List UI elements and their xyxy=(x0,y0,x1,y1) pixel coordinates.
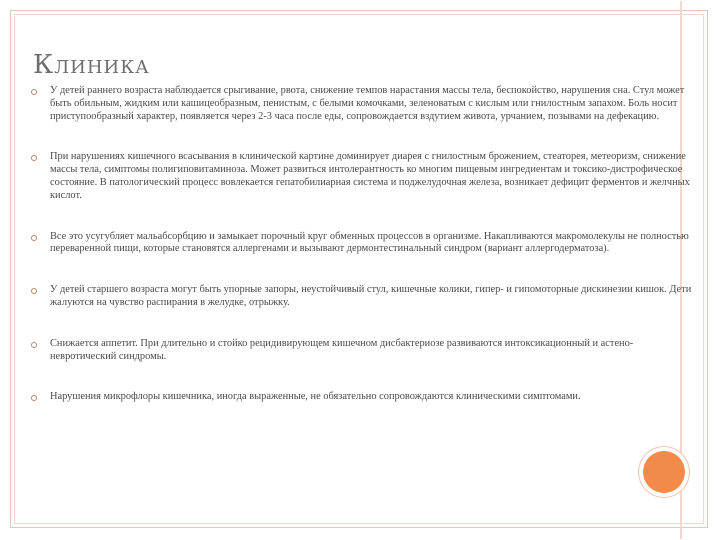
decorative-circle xyxy=(643,451,685,493)
list-item-text: Снижается аппетит. При длительно и стойко рецидивирующем кишечном дисбактериозе развиваются интоксикационный и астено-невротический синдромы. xyxy=(50,337,634,362)
bullet-icon xyxy=(31,155,37,161)
list-item xyxy=(30,85,695,123)
list-item-text: У детей старшего возраста могут быть упорные запоры, неустойчивый стул, кишечные колики, гипер- и гипомоторные дискинезии кишок. Дети жалуются на чувство распирания в желудке, отрыжку. xyxy=(50,284,692,308)
bullet-list xyxy=(30,85,695,404)
bullet-icon xyxy=(31,395,37,401)
list-item xyxy=(30,151,695,202)
bullet-icon xyxy=(31,288,37,294)
bullet-icon xyxy=(31,342,37,348)
list-item-text: У детей раннего возраста наблюдается срыгивание, рвота, снижение темпов нарастания массы тела, беспокойство, нарушения сна. Стул может быть обильным, жидким или кашицеобразным, пенистым, с белыми комочками, зеленоватым с кислым или гнилостным запахом. Боль носит приступообразный характер, появляется через 2-3 часа после еды, сопровождается вздутием живота, урчанием, позывами на дефекацию. xyxy=(50,85,685,122)
bullet-icon xyxy=(31,235,37,241)
bullet-icon xyxy=(31,89,37,95)
list-item xyxy=(30,338,695,364)
list-item xyxy=(30,284,695,310)
list-item xyxy=(30,391,695,404)
list-item xyxy=(30,231,695,257)
list-item-text: Все это усугубляет мальабсорбцию и замыкает порочный круг обменных процессов в организме. Накапливаются макромолекулы не полностью переваренной пищи, которые становятся аллергенами и вызывают дермонтестинальный синдром (вариант аллергодерматоза). xyxy=(50,230,689,255)
slide-title: Клиника xyxy=(33,50,150,80)
list-item-text: При нарушениях кишечного всасывания в клинической картине доминирует диарея с гнилостным брожением, стеаторея, метеоризм, снижение массы тела, симптомы полигиповитаминоза. Может развиться интолерантность ко многим пищевым ингредиентам и токсико-дистрофическое состояние. В патологический процесс вовлекается гепатобилиарная система и поджелудочная железа, возникает дефицит ферментов и желчных кислот. xyxy=(50,151,690,201)
list-item-text: Нарушения микрофлоры кишечника, иногда выраженные, не обязательно сопровождаются клиническими симптомами. xyxy=(50,391,581,403)
